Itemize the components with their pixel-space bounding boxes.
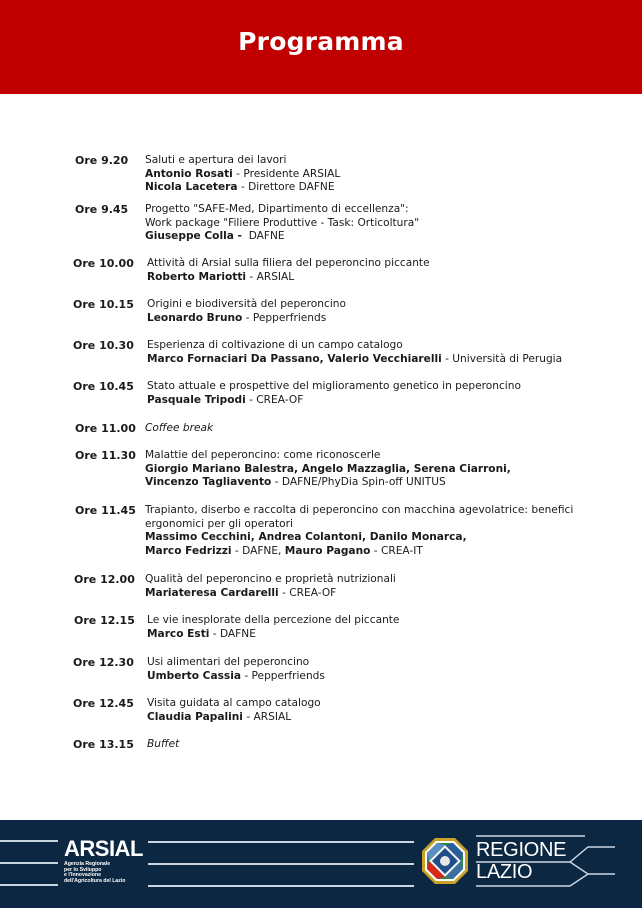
speaker-name: Giuseppe Colla -: [145, 230, 242, 243]
program-time: Ore 12.15: [74, 614, 135, 627]
arsial-subtitle-line: e l'Innovazione: [64, 872, 101, 879]
program-details: [147, 380, 521, 407]
regione-lazio-emblem-icon: [420, 836, 470, 886]
speaker-line: [145, 545, 573, 559]
arsial-subtitle-line: Agenzia Regionale: [64, 861, 111, 867]
program-details: [145, 203, 419, 244]
speaker-name: Pasquale Tripodi: [147, 393, 246, 406]
program-details: [147, 656, 325, 683]
speaker-name: Mariateresa Cardarelli: [145, 586, 279, 599]
footer-line: [0, 862, 58, 864]
speaker-line: [147, 628, 399, 642]
session-title: Work package "Filiere Produttive - Task: Orticoltura": [145, 216, 420, 229]
program-time: Ore 12.30: [73, 656, 134, 669]
speaker-affiliation: - Presidente ARSIAL: [232, 167, 341, 180]
program-time: Ore 11.00: [75, 422, 136, 435]
session-title: Qualità del peperoncino e proprietà nutrizionali: [145, 573, 396, 585]
footer-line: [148, 863, 414, 865]
program-details: [145, 422, 213, 436]
arsial-wordmark: ARSIAL: [64, 836, 143, 861]
speaker-name: Vincenzo Tagliavento: [145, 476, 272, 489]
speaker-line: [147, 271, 430, 285]
footer-line: [148, 841, 414, 843]
session-title: Le vie inesplorate della percezione del piccante: [147, 614, 400, 626]
program-details: [145, 504, 573, 558]
speaker-line: [145, 181, 340, 195]
arsial-subtitle: [64, 862, 143, 884]
speaker-affiliation: - CREA-OF: [245, 393, 304, 406]
program-details: [147, 697, 321, 724]
speaker-name: Roberto Mariotti: [147, 270, 247, 283]
break-label: Buffet: [147, 738, 180, 750]
break-label: Coffee break: [145, 422, 214, 434]
session-title: ergonomici per gli operatori: [145, 517, 293, 530]
speaker-affiliation: - ARSIAL: [242, 710, 292, 723]
program-time: Ore 10.30: [73, 339, 134, 352]
program-time: Ore 11.45: [75, 504, 136, 517]
speaker-line: [147, 711, 321, 725]
program-details: [145, 449, 511, 490]
arsial-subtitle-line: per lo Sviluppo: [64, 866, 102, 873]
program-time: Ore 9.45: [75, 203, 129, 216]
speaker-name: Antonio Rosati: [145, 167, 233, 180]
speaker-line: [145, 531, 573, 545]
speaker-line: [147, 394, 521, 408]
footer-line: [148, 885, 414, 887]
speaker-line: [145, 230, 419, 244]
speaker-name: Nicola Lacetera: [145, 181, 238, 194]
speaker-line: [147, 312, 346, 326]
speaker-name: Massimo Cecchini, Andrea Colantoni, Danilo Monarca,: [145, 531, 467, 544]
program-details: [147, 298, 346, 325]
session-title: Stato attuale e prospettive del miglioramento genetico in peperoncino: [147, 380, 521, 392]
program-details: [147, 738, 179, 752]
page-header: [0, 0, 642, 94]
arsial-logo: [64, 838, 143, 884]
speaker-name: Umberto Cassia: [147, 669, 241, 682]
program-time: Ore 9.20: [75, 154, 129, 167]
program-time: Ore 10.15: [73, 298, 134, 311]
program-time: Ore 11.30: [75, 449, 136, 462]
regione-line-2: LAZIO: [476, 861, 533, 883]
regione-line-1: REGIONE: [476, 839, 567, 861]
arsial-subtitle-line: dell'Agricoltura del Lazio: [64, 877, 126, 884]
footer: [0, 820, 642, 908]
speaker-affiliation: - DAFNE,: [231, 544, 285, 557]
session-title: Usi alimentari del peperoncino: [147, 656, 310, 668]
page-title: Programma: [238, 26, 404, 56]
program-time: Ore 10.00: [73, 257, 134, 270]
footer-line: [0, 840, 58, 842]
speaker-line: [147, 353, 562, 367]
speaker-affiliation: - CREA-IT: [370, 544, 423, 557]
speaker-line: [145, 476, 511, 490]
speaker-affiliation: DAFNE: [241, 230, 285, 243]
program-time: Ore 12.00: [74, 573, 135, 586]
speaker-affiliation: - ARSIAL: [246, 270, 295, 283]
session-title: Progetto "SAFE-Med, Dipartimento di eccellenza":: [145, 203, 409, 215]
session-title: Saluti e apertura dei lavori: [145, 154, 287, 166]
speaker-affiliation: - Pepperfriends: [240, 669, 325, 682]
session-title: Esperienza di coltivazione di un campo catalogo: [147, 339, 403, 351]
session-title: Trapianto, diserbo e raccolta di peperoncino con macchina agevolatrice: benefici: [145, 504, 574, 516]
program-time: Ore 10.45: [73, 380, 134, 393]
speaker-line: [145, 587, 396, 601]
footer-line: [0, 884, 58, 886]
speaker-name: Marco Fornaciari Da Passano, Valerio Vecchiarelli: [147, 352, 442, 365]
speaker-line: [147, 670, 325, 684]
regione-decorative-lines: [470, 834, 642, 890]
session-title: Attività di Arsial sulla filiera del peperoncino piccante: [147, 257, 430, 269]
program-details: [145, 573, 396, 600]
session-title: Malattie del peperoncino: come riconoscerle: [145, 449, 381, 461]
speaker-name: Marco Esti: [147, 627, 210, 640]
program-details: [145, 154, 340, 195]
speaker-line: [145, 463, 511, 477]
speaker-name: Leonardo Bruno: [147, 311, 243, 324]
speaker-affiliation: - Università di Perugia: [441, 352, 563, 365]
speaker-name: Marco Fedrizzi: [145, 544, 232, 557]
session-title: Origini e biodiversità del peperoncino: [147, 298, 346, 310]
session-title: Visita guidata al campo catalogo: [147, 697, 321, 709]
speaker-name: Mauro Pagano: [284, 544, 371, 557]
program-details: [147, 257, 430, 284]
program-details: [147, 614, 399, 641]
speaker-affiliation: - DAFNE: [209, 627, 256, 640]
speaker-affiliation: - DAFNE/PhyDia Spin-off UNITUS: [271, 476, 446, 489]
speaker-name: Giorgio Mariano Balestra, Angelo Mazzaglia, Serena Ciarroni,: [145, 462, 511, 475]
program-details: [147, 339, 562, 366]
speaker-affiliation: - Direttore DAFNE: [237, 181, 335, 194]
speaker-affiliation: - Pepperfriends: [242, 311, 327, 324]
program-time: Ore 12.45: [73, 697, 134, 710]
speaker-name: Claudia Papalini: [147, 710, 243, 723]
speaker-affiliation: - CREA-OF: [278, 586, 337, 599]
speaker-line: [145, 168, 340, 182]
program-time: Ore 13.15: [73, 738, 134, 751]
